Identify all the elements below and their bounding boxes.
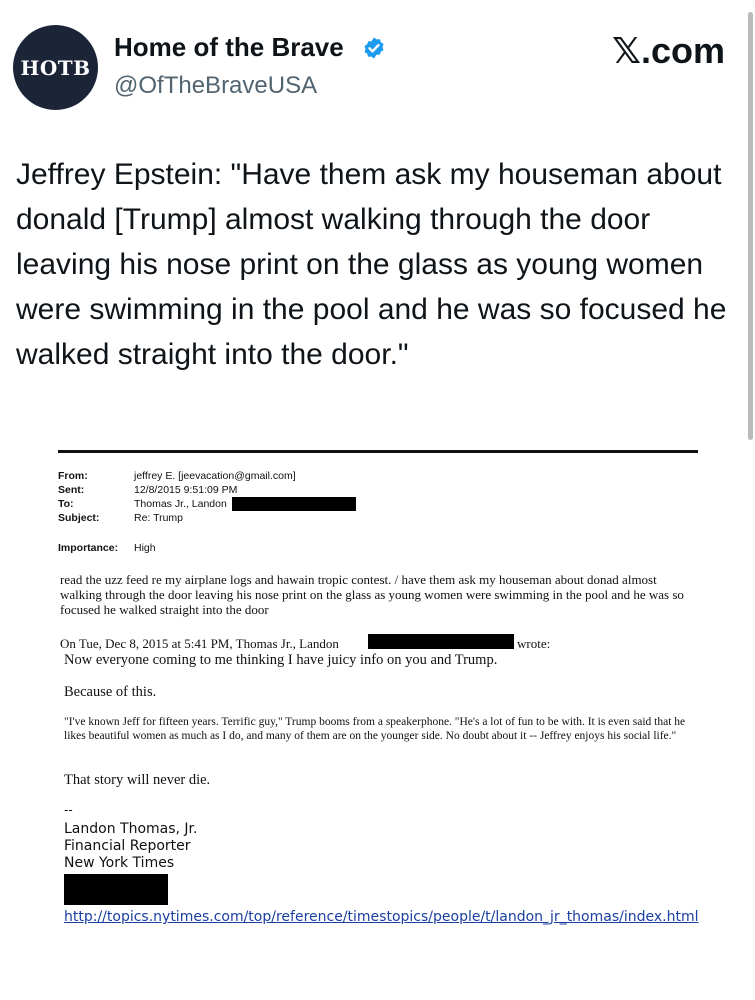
- avatar-logo-text: HOTB: [20, 55, 91, 80]
- quoted-line: Now everyone coming to me thinking I have juicy info on you and Trump.: [64, 652, 498, 668]
- email-from-value: jeffrey E. [jeevacation@gmail.com]: [134, 470, 296, 482]
- redaction-bar: [64, 874, 168, 905]
- email-from-label: From:: [58, 470, 88, 482]
- signature-org: New York Times: [64, 855, 175, 871]
- scrollbar[interactable]: [747, 0, 755, 440]
- signature-dash: --: [64, 803, 73, 817]
- email-sent-value: 12/8/2015 9:51:09 PM: [134, 484, 238, 496]
- signature-name: Landon Thomas, Jr.: [64, 821, 198, 837]
- user-handle[interactable]: @OfTheBraveUSA: [114, 72, 318, 99]
- email-sent-label: Sent:: [58, 484, 85, 496]
- tweet-text: Jeffrey Epstein: "Have them ask my houseman about donald [Trump] almost walking through the door leaving his nose print on the glass as young women were swimming in the pool and he was so focused he walked straight into the door.": [16, 158, 727, 371]
- email-to-label: To:: [58, 498, 74, 510]
- quoted-line: That story will never die.: [64, 772, 211, 788]
- display-name[interactable]: Home of the Brave: [114, 32, 344, 62]
- quoted-line: Because of this.: [64, 684, 157, 700]
- scrollbar-thumb[interactable]: [748, 12, 753, 440]
- email-screenshot: [50, 450, 702, 960]
- reply-intro-suffix: wrote:: [517, 636, 551, 651]
- avatar[interactable]: [13, 25, 98, 110]
- signature-title: Financial Reporter: [64, 838, 191, 854]
- redaction-bar: [232, 497, 356, 511]
- reply-intro: [60, 636, 339, 652]
- verified-badge-icon: [362, 36, 386, 60]
- email-subject-value: Re: Trump: [134, 512, 184, 524]
- redaction-bar: [368, 634, 514, 649]
- email-to-value: Thomas Jr., Landon: [134, 498, 227, 510]
- email-subject-label: Subject:: [58, 512, 100, 524]
- quoted-article-excerpt: "I've known Jeff for fifteen years. Terrific guy," Trump booms from a speakerphone. "He's a lot of fun to be with. It is even said that he likes beautiful women as much as I do, and many of them are on the younger side. No doubt about it -- Jeffrey enjoys his social life.": [64, 716, 686, 742]
- reply-intro-prefix: On Tue, Dec 8, 2015 at 5:41 PM, Thomas Jr., Landon: [60, 636, 339, 651]
- email-body-text: read the uzz feed re my airplane logs and hawain tropic contest. / have them ask my houseman about donad almost walking through the door leaving his nose print on the glass as young women were swimming in the pool and he was so focused he walked straight into the door: [60, 572, 684, 617]
- nytimes-profile-link[interactable]: http://topics.nytimes.com/top/reference/timestopics/people/t/landon_jr_thomas/index.html: [64, 909, 699, 925]
- x-brand-logo: 𝕏.com: [611, 30, 725, 71]
- email-top-rule: [58, 450, 698, 453]
- email-importance-label: Importance:: [58, 542, 119, 554]
- email-importance-value: High: [134, 542, 156, 554]
